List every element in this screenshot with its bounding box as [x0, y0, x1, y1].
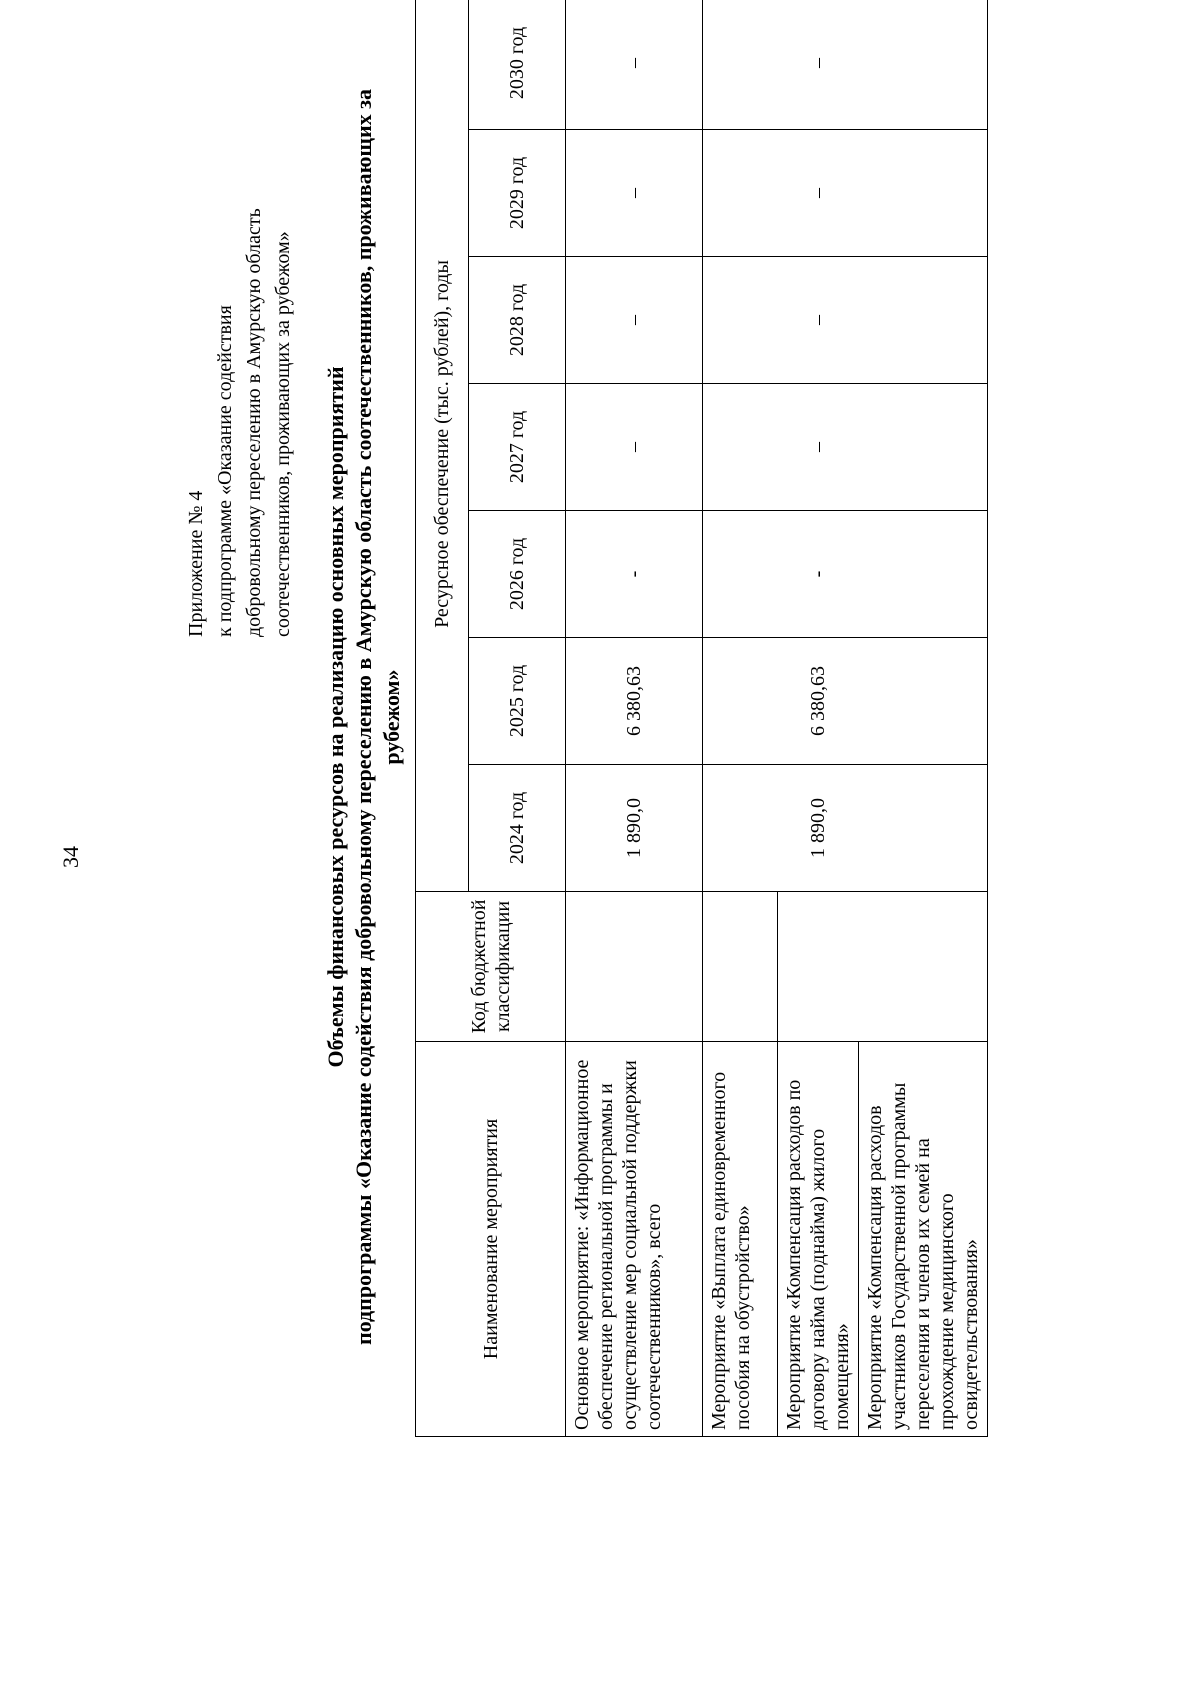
appendix-line: добровольному переселению в Амурскую область [243, 208, 265, 637]
table-row [703, 0, 778, 1437]
row-name: Мероприятие «Компенсация расходов по договору найма (поднайма) жилого помещения» [778, 1042, 859, 1437]
header-year: 2026 год [469, 511, 566, 638]
table-row [778, 0, 859, 1437]
header-year: 2025 год [469, 638, 566, 765]
table-row [566, 0, 703, 1437]
title-line: Объемы финансовых ресурсов на реализацию основных мероприятий [323, 366, 348, 1068]
table-row [859, 0, 988, 1437]
value-cell [859, 511, 988, 638]
value-cell: – [778, 0, 859, 130]
value-cell: – [566, 130, 703, 257]
header-year: 2030 год [469, 0, 566, 130]
value-cell: – [778, 130, 859, 257]
value-cell: – [566, 257, 703, 384]
value-cell [703, 257, 778, 384]
row-name: Мероприятие «Компенсация расходов участников Государственной программы переселения и членов их семей на прохождение медицинского освидетельствования» [859, 1042, 988, 1437]
value-cell [859, 638, 988, 765]
value-cell [859, 130, 988, 257]
appendix-line: соотечественников, проживающих за рубежом» [272, 231, 294, 637]
header-name: Наименование мероприятия [416, 1042, 566, 1437]
value-cell [703, 638, 778, 765]
row-code [778, 892, 859, 1042]
appendix-line: Приложение № 4 [185, 490, 207, 637]
value-cell [703, 384, 778, 511]
value-cell: – [778, 257, 859, 384]
appendix-line: к подпрограмме «Оказание содействия [214, 305, 236, 637]
value-cell: 1 890,0 [778, 765, 859, 892]
value-cell [703, 130, 778, 257]
row-name: Мероприятие «Выплата единовременного пособия на обустройство» [703, 1042, 778, 1437]
value-cell [703, 0, 778, 130]
appendix-note [182, 17, 298, 637]
title-line: подпрограммы «Оказание содействия добровольному переселению в Амурскую область соотечественников, проживающих за [351, 89, 376, 1345]
header-code: Код бюджетной классификации [416, 892, 566, 1042]
header-resource: Ресурсное обеспечение (тыс. рублей), годы [416, 0, 469, 892]
header-year: 2028 год [469, 257, 566, 384]
value-cell [859, 257, 988, 384]
value-cell: – [566, 384, 703, 511]
value-cell: 1 890,0 [566, 765, 703, 892]
document-title [322, 0, 406, 1437]
value-cell: - [566, 511, 703, 638]
funding-table [415, 0, 988, 1437]
value-cell [859, 384, 988, 511]
value-cell [703, 511, 778, 638]
value-cell: 6 380,63 [566, 638, 703, 765]
value-cell: – [566, 0, 703, 130]
header-year: 2029 год [469, 130, 566, 257]
title-line: рубежом» [379, 669, 404, 765]
row-name: Основное мероприятие: «Информационное обеспечение региональной программы и осуществление мер социальной поддержки соотечественников», всего [566, 1042, 703, 1437]
row-code [859, 892, 988, 1042]
value-cell [859, 0, 988, 130]
page-number: 34 [58, 846, 83, 868]
header-year: 2024 год [469, 765, 566, 892]
value-cell [703, 765, 778, 892]
header-year: 2027 год [469, 384, 566, 511]
value-cell: – [778, 384, 859, 511]
value-cell [859, 765, 988, 892]
row-code [703, 892, 778, 1042]
value-cell: 6 380,63 [778, 638, 859, 765]
value-cell: - [778, 511, 859, 638]
row-code [566, 892, 703, 1042]
